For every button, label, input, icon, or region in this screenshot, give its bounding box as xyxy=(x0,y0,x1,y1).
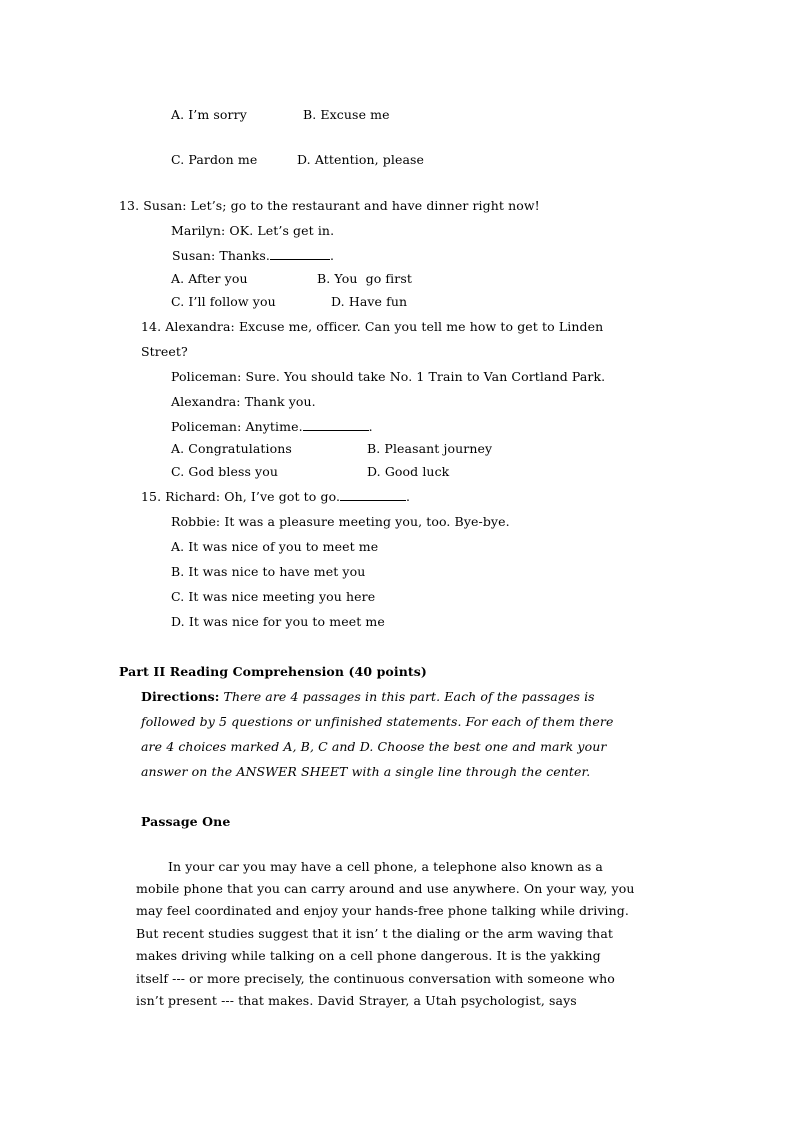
q14-answer-blank xyxy=(303,419,369,431)
passage-title: Passage One xyxy=(141,814,231,829)
q14-line-policeman-2 xyxy=(171,419,373,435)
passage-line: may feel coordinated and enjoy your hands-free phone talking while driving. xyxy=(136,903,629,918)
q12-option-b: B. Excuse me xyxy=(303,107,390,122)
q15-period: . xyxy=(406,489,411,504)
passage-line: In your car you may have a cell phone, a telephone also known as a xyxy=(168,859,603,874)
directions-line-1 xyxy=(141,689,595,705)
q13-prompt: 13. Susan: Let’s; go to the restaurant and have dinner right now! xyxy=(119,198,540,213)
q15-option-d: D. It was nice for you to meet me xyxy=(171,614,385,629)
directions-label: Directions: xyxy=(141,689,220,704)
q14-line-policeman: Policeman: Sure. You should take No. 1 Train to Van Cortland Park. xyxy=(171,369,606,384)
q13-option-a: A. After you xyxy=(171,271,248,286)
q14-prompt: 14. Alexandra: Excuse me, officer. Can you tell me how to get to Linden xyxy=(141,319,604,334)
q15-option-c: C. It was nice meeting you here xyxy=(171,589,376,604)
q13-line-susan xyxy=(172,248,334,264)
q13-period: . xyxy=(329,248,335,263)
q12-option-d: D. Attention, please xyxy=(297,152,425,167)
q15-prompt-text: 15. Richard: Oh, I’ve got to go. xyxy=(141,489,341,504)
passage-line: itself --- or more precisely, the continuous conversation with someone who xyxy=(136,971,615,986)
q15-prompt xyxy=(141,489,410,505)
q13-option-b: B. You go first xyxy=(317,271,412,286)
q14-option-c: C. God bless you xyxy=(171,464,278,479)
q14-option-d: D. Good luck xyxy=(367,464,450,479)
q14-option-b: B. Pleasant journey xyxy=(367,441,493,456)
q13-susan-text: Susan: Thanks. xyxy=(172,248,270,263)
q15-option-a: A. It was nice of you to meet me xyxy=(171,539,379,554)
q13-answer-blank xyxy=(270,248,330,260)
directions-line-2: followed by 5 questions or unfinished statements. For each of them there xyxy=(141,714,614,729)
q14-policeman-text: Policeman: Anytime. xyxy=(171,419,303,434)
q15-option-b: B. It was nice to have met you xyxy=(171,564,366,579)
directions-text-1: There are 4 passages in this part. Each of the passages is xyxy=(223,689,595,704)
passage-line: makes driving while talking on a cell phone dangerous. It is the yakking xyxy=(136,948,601,963)
q13-line-marilyn: Marilyn: OK. Let’s get in. xyxy=(171,223,335,238)
q15-answer-blank xyxy=(340,489,406,501)
q15-line-robbie: Robbie: It was a pleasure meeting you, too. Bye-bye. xyxy=(171,514,510,529)
q14-option-a: A. Congratulations xyxy=(171,441,292,456)
part2-heading: Part II Reading Comprehension (40 points) xyxy=(119,664,427,679)
q13-option-c: C. I’ll follow you xyxy=(171,294,276,309)
q14-prompt-cont: Street? xyxy=(141,344,188,359)
q13-option-d: D. Have fun xyxy=(331,294,408,309)
passage-line: But recent studies suggest that it isn’ t the dialing or the arm waving that xyxy=(136,926,614,941)
passage-line: isn’t present --- that makes. David Strayer, a Utah psychologist, says xyxy=(136,993,577,1008)
directions-line-3: are 4 choices marked A, B, C and D. Choose the best one and mark your xyxy=(141,739,607,754)
q14-period: . xyxy=(368,419,373,434)
passage-line: mobile phone that you can carry around and use anywhere. On your way, you xyxy=(136,881,635,896)
directions-line-4: answer on the ANSWER SHEET with a single line through the center. xyxy=(141,764,591,779)
q12-option-a: A. I’m sorry xyxy=(171,107,247,122)
q12-option-c: C. Pardon me xyxy=(171,152,258,167)
q14-line-alexandra: Alexandra: Thank you. xyxy=(171,394,316,409)
